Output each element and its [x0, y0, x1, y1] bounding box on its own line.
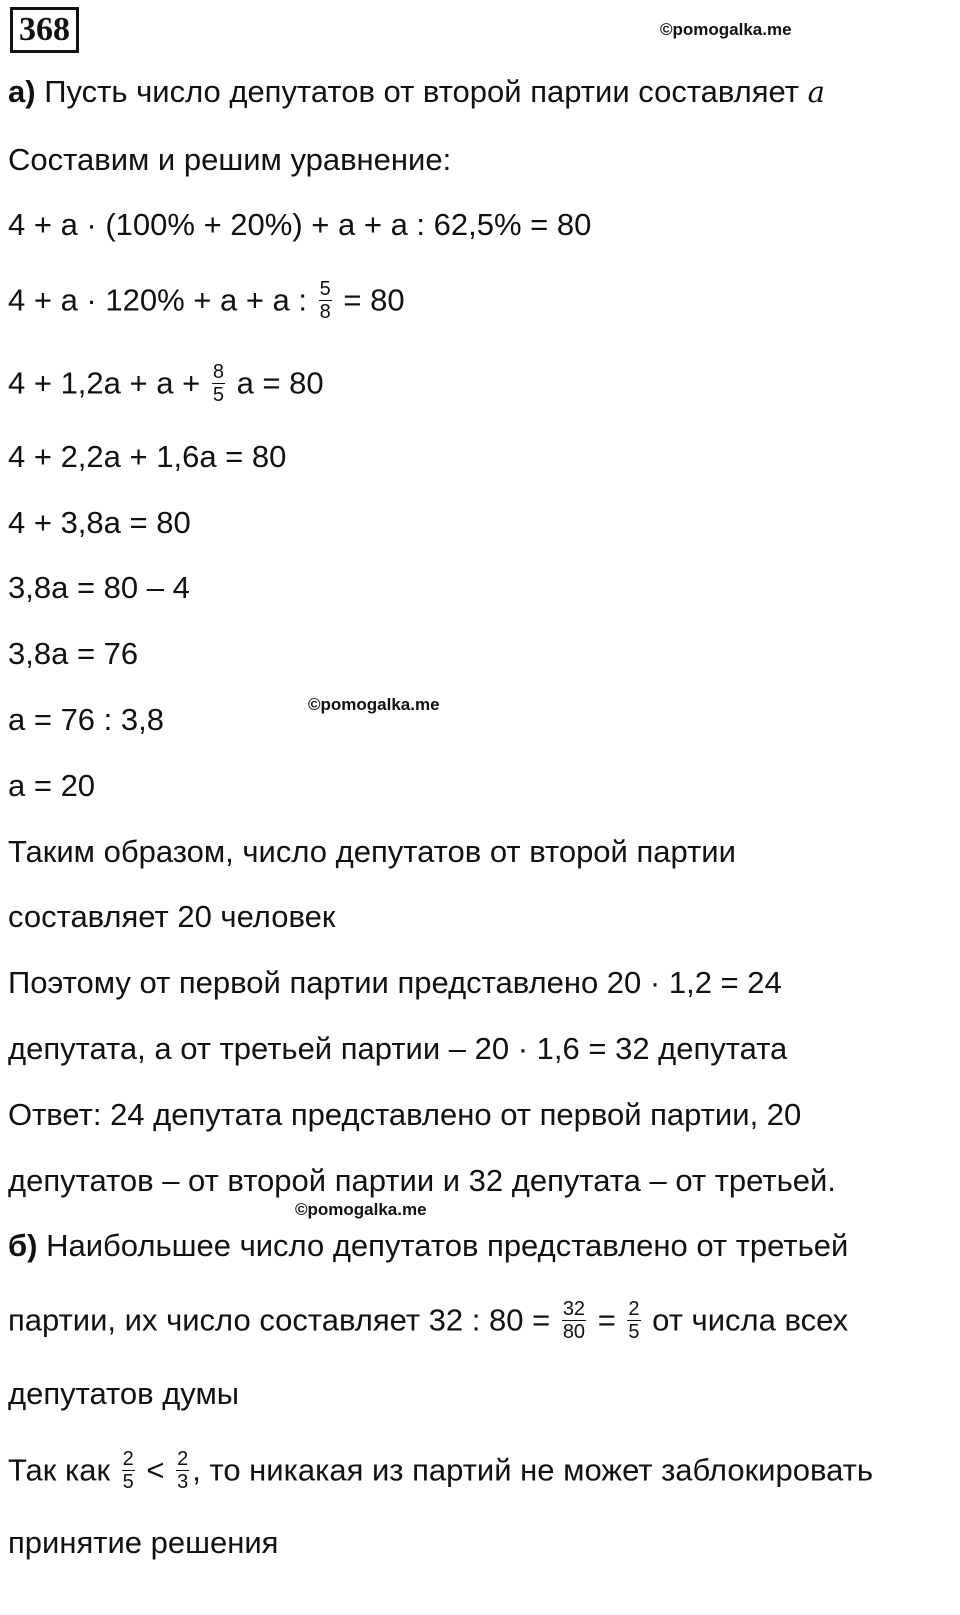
- equation-8: a = 76 : 3,8: [8, 702, 164, 737]
- problem-number: 368: [10, 7, 79, 53]
- fraction-32-80: [562, 1298, 586, 1343]
- equation-3: [8, 363, 324, 408]
- equals-sign: =: [597, 1302, 616, 1338]
- therefore-line-1: Поэтому от первой партии представлено 20 · 1,2 = 24: [8, 965, 782, 1000]
- part-a-intro: [8, 72, 825, 112]
- part-b-label: б): [8, 1228, 38, 1263]
- fraction-numerator: 8: [212, 361, 224, 383]
- answer-line-1: Ответ: 24 депутата представлено от первой партии, 20: [8, 1097, 802, 1132]
- fraction-numerator: 2: [122, 1448, 134, 1470]
- fraction-numerator: 2: [177, 1448, 189, 1470]
- equation-2-right: = 80: [343, 282, 405, 318]
- fraction-denominator: 80: [562, 1321, 586, 1343]
- equation-9: a = 20: [8, 768, 96, 803]
- fraction-denominator: 5: [628, 1321, 640, 1343]
- watermark-bottom: ©pomogalka.me: [295, 1200, 427, 1219]
- part-b-line-2-left: партии, их число составляет 32 : 80 =: [8, 1302, 551, 1338]
- fraction-denominator: 5: [212, 384, 224, 406]
- equation-2-left: 4 + a · 120% + a + a :: [8, 282, 308, 318]
- fraction-numerator: 2: [628, 1298, 640, 1320]
- equation-7: 3,8a = 76: [8, 636, 139, 671]
- final-line: принятие решения: [8, 1525, 279, 1560]
- part-b-line-2-right: от числа всех: [652, 1302, 849, 1338]
- intro-text: Пусть число депутатов от второй партии составляет: [44, 74, 799, 109]
- part-b-line-3: депутатов думы: [8, 1376, 240, 1411]
- part-b-line-2: [8, 1300, 848, 1345]
- compose-equation-text: Составим и решим уравнение:: [8, 142, 452, 177]
- fraction-8-5: [212, 361, 225, 406]
- watermark-top: ©pomogalka.me: [660, 20, 792, 39]
- less-than-sign: <: [146, 1452, 165, 1488]
- since-line: [8, 1450, 873, 1495]
- fraction-2-3: [176, 1448, 189, 1493]
- equation-3-left: 4 + 1,2a + a +: [8, 365, 201, 401]
- part-b-text: Наибольшее число депутатов представлено от третьей: [46, 1228, 849, 1263]
- since-right: , то никакая из партий не может заблокировать: [192, 1452, 873, 1488]
- answer-line-2: депутатов – от второй партии и 32 депутата – от третьей.: [8, 1163, 836, 1198]
- conclusion-line-1: Таким образом, число депутатов от второй партии: [8, 834, 736, 869]
- watermark-middle: ©pomogalka.me: [308, 695, 440, 714]
- fraction-2-5-left: [122, 1448, 135, 1493]
- equation-3-right: a = 80: [236, 365, 324, 401]
- equation-5: 4 + 3,8a = 80: [8, 505, 191, 540]
- fraction-2-5: [627, 1298, 640, 1343]
- fraction-numerator: 32: [562, 1298, 586, 1320]
- equation-4: 4 + 2,2a + 1,6a = 80: [8, 439, 287, 474]
- part-b-line-1: [8, 1226, 848, 1266]
- fraction-denominator: 5: [122, 1471, 134, 1493]
- part-a-label: а): [8, 74, 36, 109]
- fraction-denominator: 8: [319, 301, 331, 323]
- fraction-denominator: 3: [177, 1471, 189, 1493]
- variable-a: a: [807, 75, 825, 109]
- since-left: Так как: [8, 1452, 111, 1488]
- equation-6: 3,8a = 80 – 4: [8, 570, 190, 605]
- equation-2: [8, 280, 405, 325]
- fraction-numerator: 5: [319, 278, 331, 300]
- therefore-line-2: депутата, а от третьей партии – 20 · 1,6 = 32 депутата: [8, 1031, 788, 1066]
- conclusion-line-2: составляет 20 человек: [8, 899, 336, 934]
- equation-1: 4 + a · (100% + 20%) + a + a : 62,5% = 80: [8, 207, 592, 242]
- fraction-5-8: [319, 278, 332, 323]
